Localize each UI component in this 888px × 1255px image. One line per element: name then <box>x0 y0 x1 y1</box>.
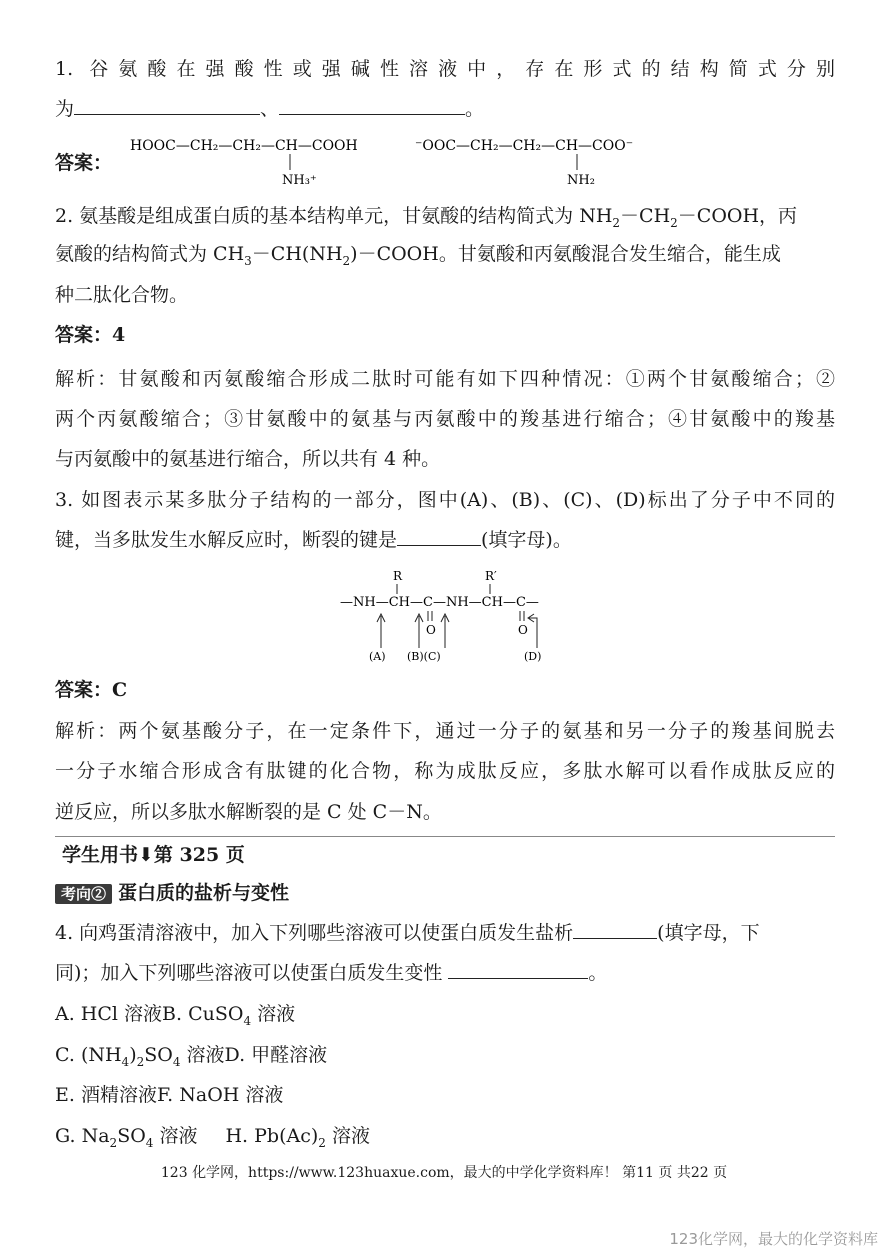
q4-option-g1: G. Na <box>55 1125 110 1147</box>
q3-answer <box>55 677 127 703</box>
q3-l2b: (填字母)。 <box>481 529 572 551</box>
q4-option-b1: B. CuSO <box>162 1003 244 1025</box>
q4-options-ab <box>55 1001 295 1034</box>
q1-blank-1[interactable] <box>74 96 260 115</box>
q3-arrow-d <box>529 618 537 648</box>
q4-option-d: D. 甲醛溶液 <box>224 1044 328 1066</box>
q1-formula-1: HOOC—CH₂—CH₂—CH—COOH <box>130 138 358 154</box>
q2-l2a: 氨酸的结构简式为 CH <box>55 243 245 265</box>
section-divider <box>55 836 835 837</box>
q4-option-e: E. 酒精溶液 <box>55 1084 157 1106</box>
q3-o1: O <box>426 623 436 637</box>
q4-line1 <box>55 920 760 946</box>
q4-option-h2: 溶液 <box>325 1125 370 1147</box>
q4-option-g3: 溶液 <box>153 1125 198 1147</box>
q1-formula-2-sub: NH₂ <box>567 173 595 188</box>
q2-l1s2: 2 <box>670 215 678 230</box>
q4-option-a: A. HCl 溶液 <box>55 1003 163 1025</box>
q3-explanation-2: 一分子水缩合形成含有肽键的化合物，称为成肽反应，多肽水解可以看作成肽反应的 <box>55 760 835 782</box>
student-book-page: 学生用书⬇第 325 页 <box>62 844 245 866</box>
q1-answer-formulas <box>125 132 665 190</box>
q1-line1: 1. 谷氨酸在强酸性或强碱性溶液中，存在形式的结构简式分别 <box>55 58 835 80</box>
q4-blank-1[interactable] <box>573 920 657 939</box>
q4-option-c3: SO <box>144 1044 173 1066</box>
q1-formula-2: ⁻OOC—CH₂—CH₂—CH—COO⁻ <box>415 138 634 154</box>
q1-formula-1-sub: NH₃⁺ <box>282 173 317 188</box>
q3-o2: O <box>518 623 528 637</box>
q1-prefix: 为 <box>55 98 75 120</box>
q3-r2: R′ <box>485 569 497 583</box>
section-title: 蛋白质的盐析与变性 <box>118 882 290 904</box>
q2-l1s: 2 <box>612 215 621 230</box>
q3-peptide-diagram <box>335 566 565 666</box>
q4-option-f: F. NaOH 溶液 <box>156 1084 284 1106</box>
q4-blank-2[interactable] <box>448 960 588 979</box>
q3-label-bc: (B)(C) <box>407 650 441 663</box>
q1-sep: 、 <box>260 98 280 120</box>
q4-option-g2: SO <box>117 1125 146 1147</box>
q4-option-b2: 溶液 <box>251 1003 296 1025</box>
q3-blank[interactable] <box>397 527 481 546</box>
q3-explanation-1: 解析：两个氨基酸分子，在一定条件下，通过一分子的氨基和另一分子的羧基间脱去 <box>55 720 835 742</box>
page-footer: 123 化学网，https://www.123huaxue.com，最大的中学化学资料库！ 第11 页 共22 页 <box>160 1165 728 1181</box>
q2-line1 <box>55 203 797 236</box>
watermark: 123化学网，最大的化学资料库 <box>669 1230 878 1248</box>
q4-option-c1: C. (NH <box>55 1044 122 1066</box>
q4-l2a: 同)；加入下列哪些溶液可以使蛋白质发生变性 <box>55 962 443 984</box>
q3-explanation-3: 逆反应，所以多肽水解断裂的是 C 处 C－N。 <box>55 801 442 823</box>
q4-l1b: (填字母，下 <box>657 922 760 944</box>
q2-line2 <box>55 241 781 274</box>
q1-blank-2[interactable] <box>279 96 465 115</box>
q4-option-c-sub3: 4 <box>172 1054 181 1069</box>
q2-explanation-2: 两个丙氨酸缩合；③甘氨酸中的氨基与丙氨酸中的羧基进行缩合；④甘氨酸中的羧基 <box>55 408 835 430</box>
section-tag: 考向② <box>55 884 112 904</box>
q4-option-g-sub1: 2 <box>109 1135 118 1150</box>
q4-option-h-sub: 2 <box>318 1135 326 1150</box>
q4-options-cd <box>55 1042 327 1075</box>
q2-line3: 种二肽化合物。 <box>55 284 189 306</box>
q2-l1b: －CH <box>620 205 671 227</box>
q3-label-a: (A) <box>369 650 386 663</box>
q3-l2a: 键，当多肽发生水解反应时，断裂的键是 <box>55 529 398 551</box>
q4-option-b-sub: 4 <box>243 1013 252 1028</box>
q2-l2s: 3 <box>244 253 252 268</box>
q2-explanation-3: 与丙氨酸中的氨基进行缩合，所以共有 4 种。 <box>55 448 441 470</box>
q4-option-c-sub2: 2 <box>136 1054 145 1069</box>
q3-line2 <box>55 527 572 553</box>
q4-l2b: 。 <box>588 962 608 984</box>
q4-option-g-sub2: 4 <box>145 1135 154 1150</box>
q3-label-d: (D) <box>524 650 542 663</box>
q2-l1c: －COOH，丙 <box>677 205 798 227</box>
q4-option-c-sub1: 4 <box>121 1054 130 1069</box>
q4-option-c2: ) <box>129 1044 137 1066</box>
q4-line2 <box>55 960 607 986</box>
q3-r1: R <box>393 569 403 583</box>
q4-option-c4: 溶液 <box>180 1044 225 1066</box>
q3-line1: 3. 如图表示某多肽分子结构的一部分，图中(A)、(B)、(C)、(D)标出了分子中不同的 <box>55 489 835 511</box>
q2-l2b: －CH(NH <box>251 243 343 265</box>
q2-l1a: 2. 氨基酸是组成蛋白质的基本结构单元，甘氨酸的结构简式为 NH <box>55 205 613 227</box>
q4-options-gh <box>55 1123 370 1156</box>
q3-answer-value: C <box>112 679 128 701</box>
q4-options-ef <box>55 1082 283 1108</box>
q2-l2c: )－COOH。甘氨酸和丙氨酸混合发生缩合，能生成 <box>350 243 781 265</box>
q3-chain: —NH—CH—C—NH—CH—C— <box>340 595 539 610</box>
q1-end: 。 <box>465 98 485 120</box>
q2-l2s2: 2 <box>342 253 351 268</box>
q1-answer-label: 答案： <box>55 152 113 174</box>
q3-answer-label: 答案： <box>55 679 113 701</box>
q2-answer: 答案：4 <box>55 324 126 346</box>
q4-option-h1: H. Pb(Ac) <box>225 1125 319 1147</box>
q1-line2 <box>55 96 484 122</box>
q4-l1a: 4. 向鸡蛋清溶液中，加入下列哪些溶液可以使蛋白质发生盐析 <box>55 922 574 944</box>
section-heading <box>55 880 289 906</box>
q2-explanation-1: 解析：甘氨酸和丙氨酸缩合形成二肽时可能有如下四种情况：①两个甘氨酸缩合；② <box>55 368 835 390</box>
